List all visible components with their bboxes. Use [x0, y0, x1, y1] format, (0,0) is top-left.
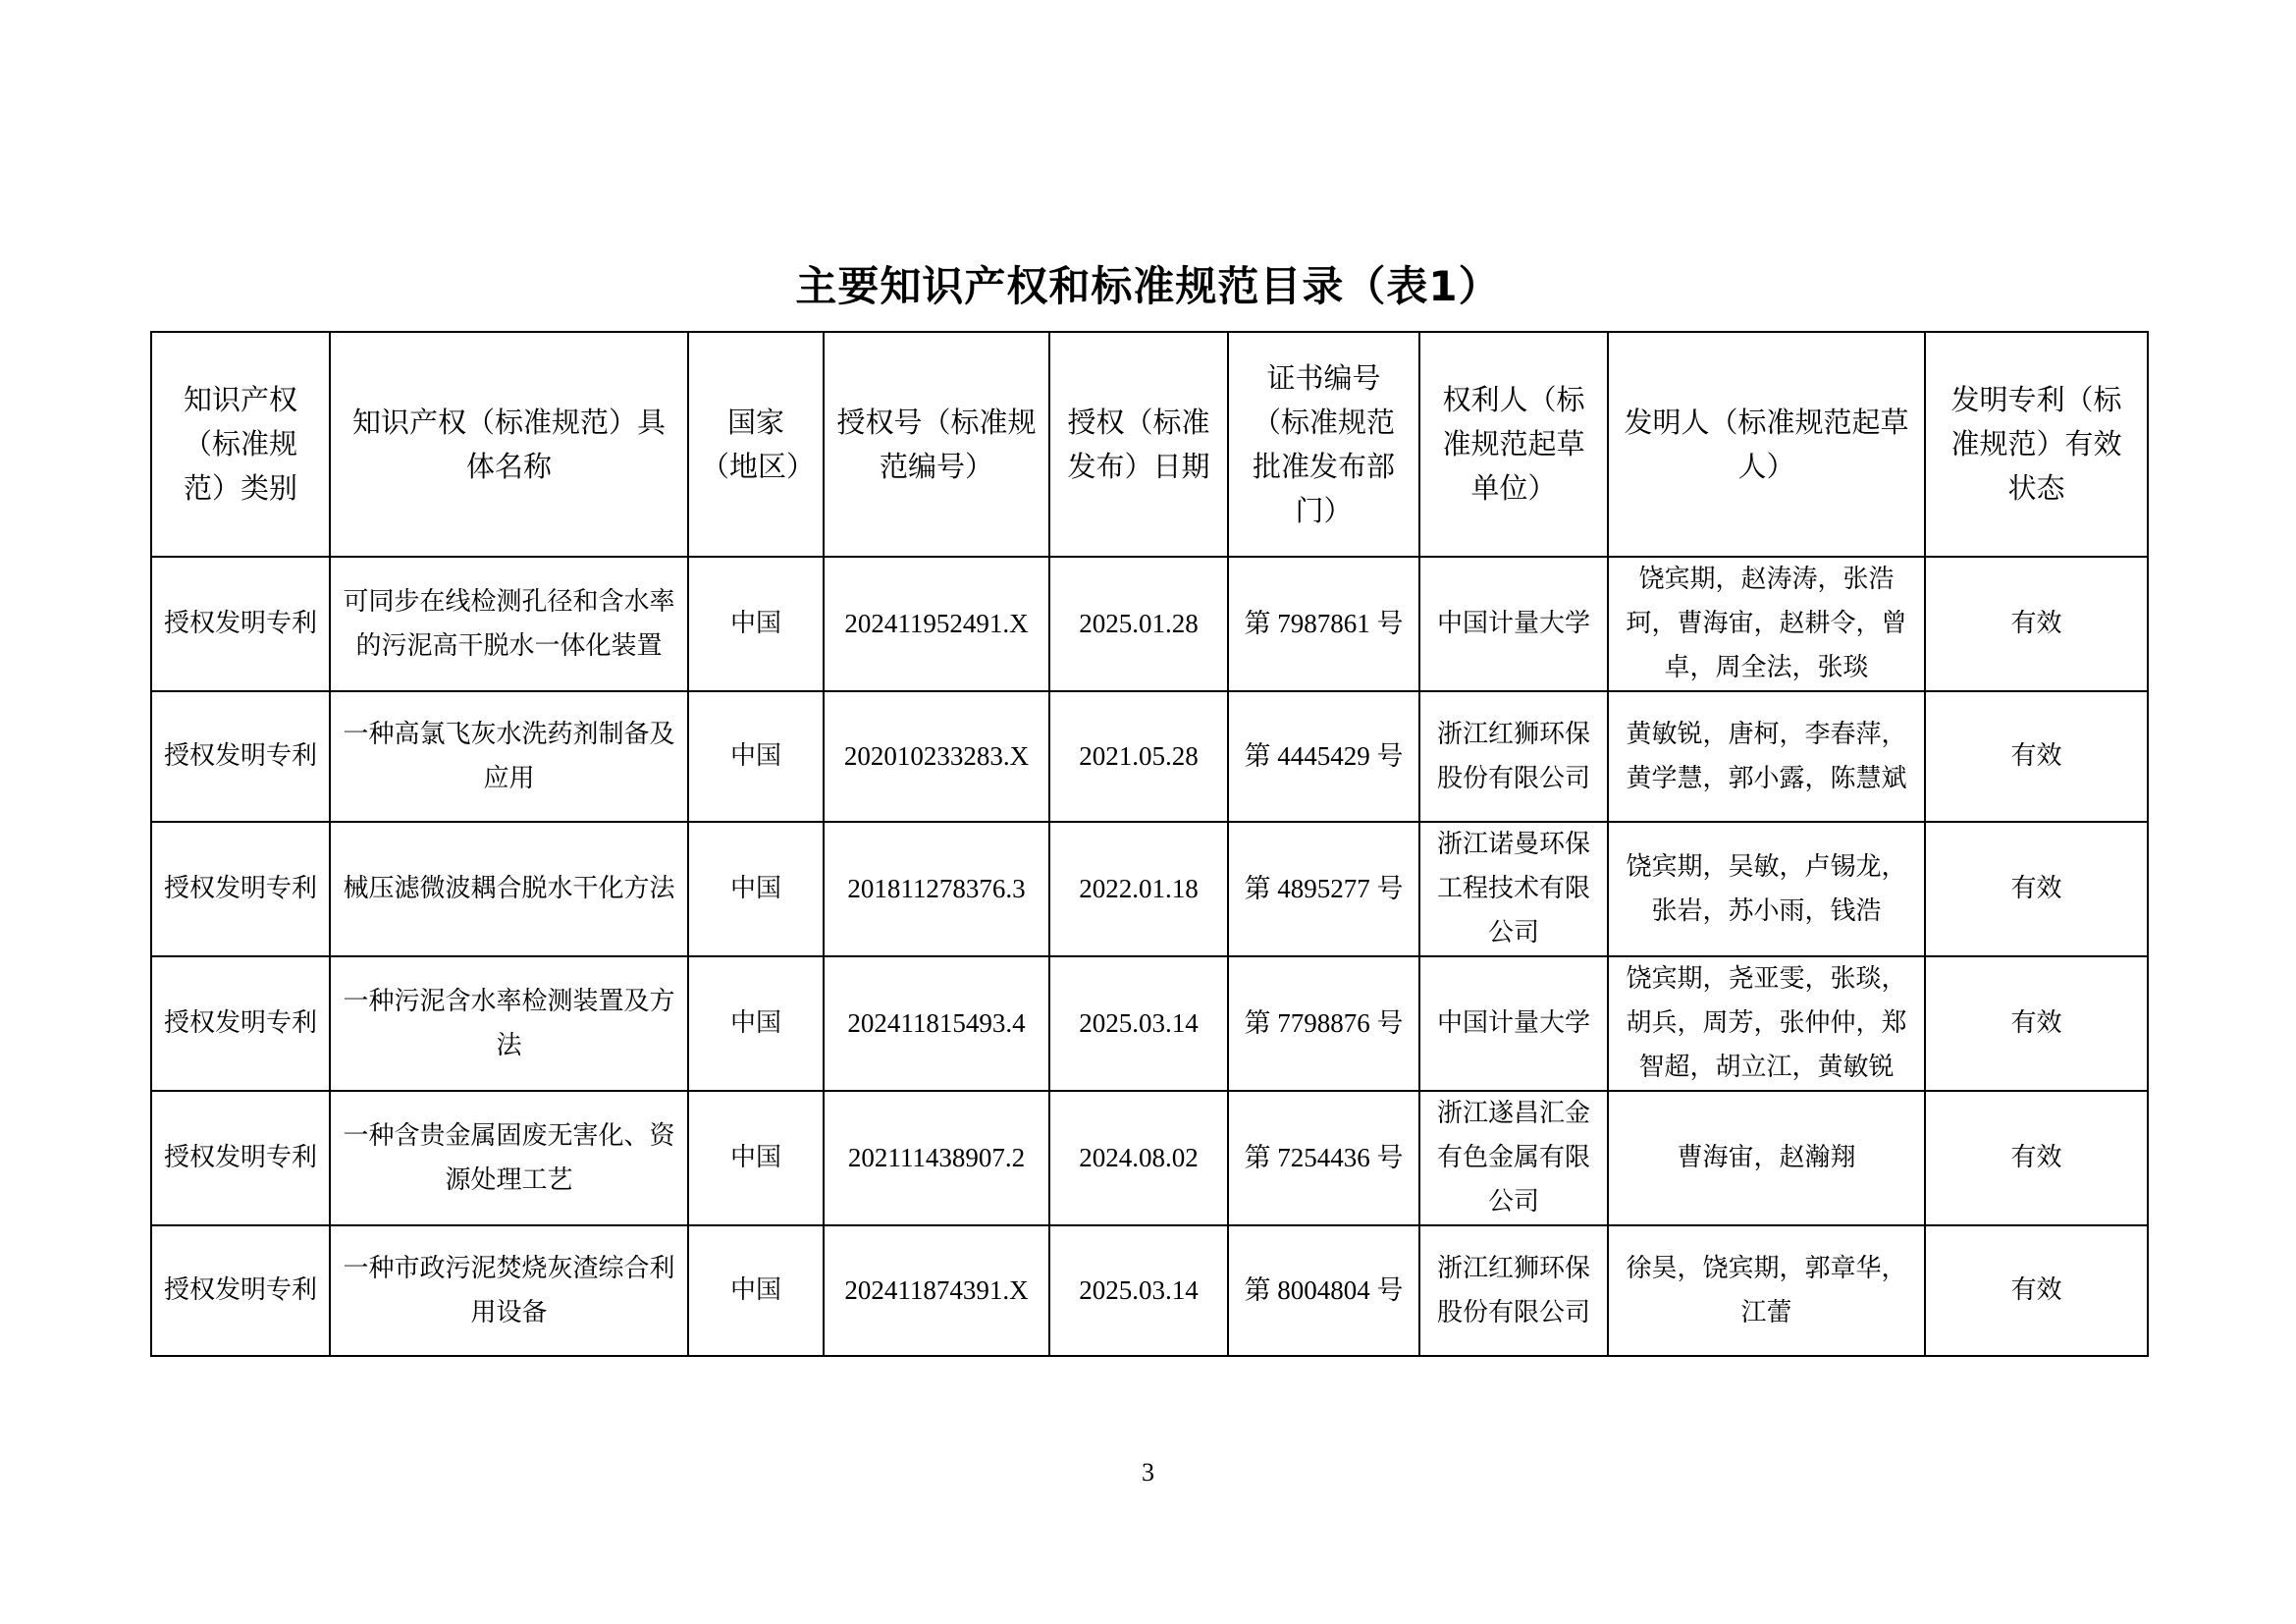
cell-holder: 中国计量大学 — [1419, 956, 1608, 1091]
cell-type: 授权发明专利 — [151, 822, 330, 956]
cell-holder: 中国计量大学 — [1419, 557, 1608, 691]
cell-inventors: 曹海宙，赵瀚翔 — [1608, 1091, 1925, 1225]
cell-status: 有效 — [1925, 1225, 2148, 1356]
cell-holder: 浙江诺曼环保工程技术有限公司 — [1419, 822, 1608, 956]
header-cert-no: 证书编号（标准规范批准发布部门） — [1228, 332, 1419, 557]
cell-type: 授权发明专利 — [151, 1225, 330, 1356]
cell-type: 授权发明专利 — [151, 691, 330, 822]
table-row — [151, 822, 2148, 956]
cell-name: 一种污泥含水率检测装置及方法 — [330, 956, 688, 1091]
header-holder: 权利人（标准规范起草单位） — [1419, 332, 1608, 557]
cell-inventors: 饶宾期，吴敏，卢锡龙，张岩，苏小雨，钱浩 — [1608, 822, 1925, 956]
cell-status: 有效 — [1925, 822, 2148, 956]
cell-holder: 浙江红狮环保股份有限公司 — [1419, 1225, 1608, 1356]
cell-grant-no: 202411874391.X — [824, 1225, 1049, 1356]
cell-cert-no: 第 4445429 号 — [1228, 691, 1419, 822]
cell-cert-no: 第 8004804 号 — [1228, 1225, 1419, 1356]
cell-inventors: 饶宾期，赵涛涛，张浩珂，曹海宙，赵耕令，曾卓，周全法，张琰 — [1608, 557, 1925, 691]
header-status: 发明专利（标准规范）有效状态 — [1925, 332, 2148, 557]
table-row — [151, 691, 2148, 822]
header-type: 知识产权（标准规范）类别 — [151, 332, 330, 557]
cell-cert-no: 第 7987861 号 — [1228, 557, 1419, 691]
header-grant-no: 授权号（标准规范编号） — [824, 332, 1049, 557]
cell-cert-no: 第 7254436 号 — [1228, 1091, 1419, 1225]
page-number: 3 — [1142, 1458, 1154, 1487]
header-date: 授权（标准发布）日期 — [1049, 332, 1228, 557]
table-row — [151, 1091, 2148, 1225]
cell-inventors: 徐昊，饶宾期，郭章华，江蕾 — [1608, 1225, 1925, 1356]
cell-country: 中国 — [688, 1225, 824, 1356]
cell-date: 2024.08.02 — [1049, 1091, 1228, 1225]
cell-country: 中国 — [688, 822, 824, 956]
cell-grant-no: 201811278376.3 — [824, 822, 1049, 956]
cell-type: 授权发明专利 — [151, 1091, 330, 1225]
cell-grant-no: 202411815493.4 — [824, 956, 1049, 1091]
cell-type: 授权发明专利 — [151, 557, 330, 691]
header-row — [151, 332, 2148, 557]
cell-holder: 浙江红狮环保股份有限公司 — [1419, 691, 1608, 822]
cell-status: 有效 — [1925, 1091, 2148, 1225]
cell-date: 2025.03.14 — [1049, 1225, 1228, 1356]
cell-status: 有效 — [1925, 956, 2148, 1091]
ip-standards-table — [150, 331, 2149, 1357]
cell-status: 有效 — [1925, 557, 2148, 691]
header-name: 知识产权（标准规范）具体名称 — [330, 332, 688, 557]
header-inventors: 发明人（标准规范起草人） — [1608, 332, 1925, 557]
cell-grant-no: 202411952491.X — [824, 557, 1049, 691]
table-row — [151, 956, 2148, 1091]
cell-status: 有效 — [1925, 691, 2148, 822]
cell-country: 中国 — [688, 956, 824, 1091]
table-row — [151, 1225, 2148, 1356]
cell-country: 中国 — [688, 557, 824, 691]
header-country: 国家（地区） — [688, 332, 824, 557]
cell-cert-no: 第 4895277 号 — [1228, 822, 1419, 956]
cell-type: 授权发明专利 — [151, 956, 330, 1091]
page-title: 主要知识产权和标准规范目录（表1） — [795, 262, 1501, 310]
cell-cert-no: 第 7798876 号 — [1228, 956, 1419, 1091]
cell-date: 2021.05.28 — [1049, 691, 1228, 822]
cell-country: 中国 — [688, 691, 824, 822]
cell-grant-no: 202111438907.2 — [824, 1091, 1049, 1225]
cell-grant-no: 202010233283.X — [824, 691, 1049, 822]
cell-inventors: 黄敏锐，唐柯，李春萍，黄学慧，郭小露，陈慧斌 — [1608, 691, 1925, 822]
cell-name: 一种市政污泥焚烧灰渣综合利用设备 — [330, 1225, 688, 1356]
cell-country: 中国 — [688, 1091, 824, 1225]
table-row — [151, 557, 2148, 691]
cell-date: 2025.03.14 — [1049, 956, 1228, 1091]
cell-holder: 浙江遂昌汇金有色金属有限公司 — [1419, 1091, 1608, 1225]
cell-name: 一种含贵金属固废无害化、资源处理工艺 — [330, 1091, 688, 1225]
cell-date: 2025.01.28 — [1049, 557, 1228, 691]
cell-name: 械压滤微波耦合脱水干化方法 — [330, 822, 688, 956]
cell-name: 一种高氯飞灰水洗药剂制备及应用 — [330, 691, 688, 822]
cell-date: 2022.01.18 — [1049, 822, 1228, 956]
cell-name: 可同步在线检测孔径和含水率的污泥高干脱水一体化装置 — [330, 557, 688, 691]
cell-inventors: 饶宾期，尧亚雯，张琰，胡兵，周芳，张仲仲，郑智超，胡立江，黄敏锐 — [1608, 956, 1925, 1091]
